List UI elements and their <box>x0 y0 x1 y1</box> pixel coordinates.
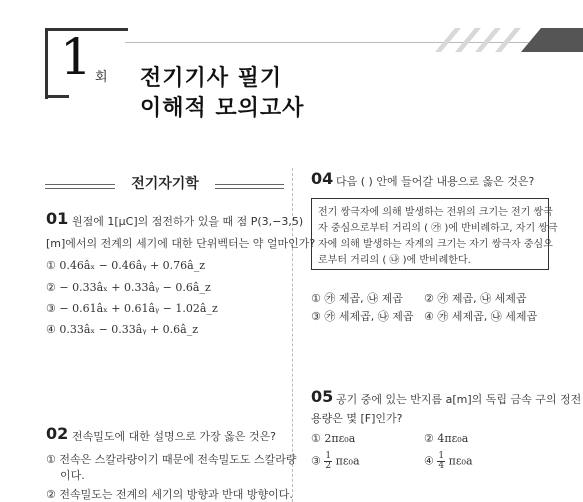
option-2[interactable]: ② ㉮ 제곱, ㉯ 세제곱 <box>424 292 527 305</box>
question-number: 05 <box>311 387 334 406</box>
option-3-marker: ③ <box>311 454 321 468</box>
option-4[interactable] <box>424 452 473 471</box>
fraction-denominator: 2 <box>325 461 332 471</box>
option-1[interactable]: ① 2πε₀a <box>311 432 356 445</box>
option-1[interactable]: ① 전속은 스칼라량이기 때문에 전속밀도도 스칼라량 <box>46 453 297 466</box>
exam-number: 1 <box>60 28 92 86</box>
option-2[interactable]: ② 전속밀도는 전계의 세기의 방향과 반대 방향이다. <box>46 488 293 501</box>
question-text-cont: 용량은 몇 [F]인가? <box>311 412 403 425</box>
fraction <box>324 452 332 471</box>
option-1[interactable]: ① ㉮ 제곱, ㉯ 제곱 <box>311 292 403 305</box>
question-text: 다음 ( ) 안에 들어갈 내용으로 옳은 것은? <box>336 175 535 188</box>
option-2[interactable]: ② 4πε₀a <box>424 432 469 445</box>
fraction-numerator: 1 <box>438 451 445 461</box>
fraction-denominator: 4 <box>438 461 445 471</box>
option-3-expr: πε₀a <box>335 454 360 468</box>
fraction <box>437 452 445 471</box>
option-4-expr: πε₀a <box>448 454 473 468</box>
option-4[interactable]: ④ 0.33âₓ − 0.33âᵧ + 0.6â_z <box>46 323 199 336</box>
exam-number-suffix: 회 <box>95 70 108 85</box>
question-number: 04 <box>311 169 334 188</box>
question-text-cont: [m]에서의 전계의 세기에 대한 단위벡터는 약 얼마인가? <box>46 237 316 250</box>
option-4[interactable]: ④ ㉮ 세제곱, ㉯ 세제곱 <box>424 310 538 323</box>
section-rule-right <box>215 184 284 189</box>
question-number: 01 <box>46 209 69 228</box>
fraction-numerator: 1 <box>325 451 332 461</box>
decorative-stripes <box>425 28 583 52</box>
passage-line: 로부터 거리의 ( ㉯ )에 반비례한다. <box>318 255 471 266</box>
option-3[interactable]: ③ − 0.61âₓ + 0.61âᵧ − 1.02â_z <box>46 302 218 315</box>
option-2[interactable]: ② − 0.33âₓ + 0.33âᵧ − 0.6â_z <box>46 281 211 294</box>
page-title-line2: 이해적 모의고사 <box>140 96 305 121</box>
option-4-marker: ④ <box>424 454 434 468</box>
section-title: 전기자기학 <box>122 173 208 193</box>
question-text: 공기 중에 있는 반지름 a[m]의 독립 금속 구의 정전 <box>336 393 582 406</box>
section-heading <box>45 177 284 193</box>
option-3[interactable] <box>311 452 360 471</box>
passage-line: 자 중심으로부터 거리의 ( ㉮ )에 반비례하고, 자기 쌍극 <box>318 223 558 234</box>
passage-line: 자에 의해 발생하는 자계의 크기는 자기 쌍극자 중심으 <box>318 239 553 250</box>
option-1[interactable]: ① 0.46âₓ − 0.46âᵧ + 0.76â_z <box>46 259 206 272</box>
header-frame-bottom <box>45 95 69 98</box>
section-rule-left <box>45 184 115 189</box>
question-text: 원점에 1[μC]의 점전하가 있을 때 점 P(3,−3,5) <box>72 215 304 228</box>
page-title-line1: 전기기사 필기 <box>140 66 283 91</box>
passage-line: 전기 쌍극자에 의해 발생하는 전위의 크기는 전기 쌍극 <box>318 207 553 218</box>
question-number: 02 <box>46 424 69 443</box>
option-1-cont[interactable]: 이다. <box>60 469 85 482</box>
option-3[interactable]: ③ ㉮ 세제곱, ㉯ 제곱 <box>311 310 414 323</box>
question-text: 전속밀도에 대한 설명으로 가장 옳은 것은? <box>72 430 276 443</box>
